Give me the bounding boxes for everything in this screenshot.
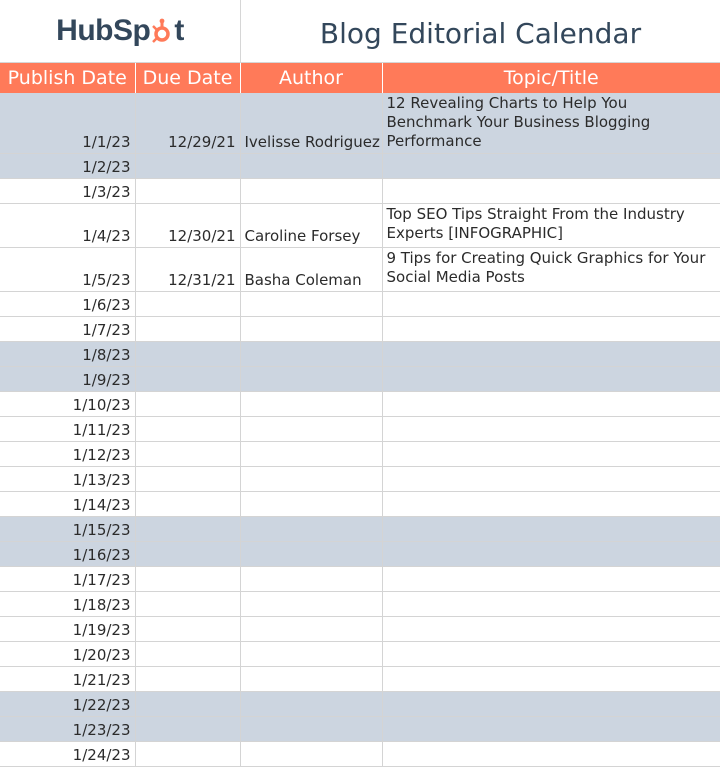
author-cell[interactable] (240, 742, 382, 767)
topic-cell[interactable] (382, 492, 720, 517)
publish-date-cell[interactable]: 1/24/23 (0, 742, 135, 767)
publish-date-cell[interactable]: 1/11/23 (0, 417, 135, 442)
page-title[interactable]: Blog Editorial Calendar (319, 16, 642, 50)
topic-cell[interactable] (382, 567, 720, 592)
table-row (0, 467, 720, 492)
logo-cell[interactable] (0, 0, 241, 62)
due-date-cell[interactable] (135, 417, 240, 442)
topic-cell[interactable] (382, 317, 720, 342)
publish-date-cell[interactable]: 1/6/23 (0, 292, 135, 317)
due-date-cell[interactable] (135, 317, 240, 342)
table-row (0, 592, 720, 617)
topic-cell[interactable] (382, 517, 720, 542)
table-row (0, 367, 720, 392)
calendar-table (0, 63, 720, 767)
author-cell[interactable] (240, 154, 382, 179)
publish-date-cell[interactable]: 1/7/23 (0, 317, 135, 342)
due-date-cell[interactable] (135, 692, 240, 717)
topic-cell[interactable] (382, 342, 720, 367)
due-date-cell[interactable] (135, 517, 240, 542)
due-date-cell[interactable] (135, 717, 240, 742)
table-row (0, 542, 720, 567)
topic-cell[interactable] (382, 717, 720, 742)
table-row (0, 342, 720, 367)
table-row (0, 93, 720, 154)
author-cell[interactable] (240, 692, 382, 717)
sprocket-icon (151, 18, 173, 44)
topic-cell[interactable]: 12 Revealing Charts to Help You Benchmark Your Business Blogging Performance (382, 93, 720, 154)
table-row (0, 292, 720, 317)
table-row (0, 567, 720, 592)
publish-date-cell[interactable]: 1/21/23 (0, 667, 135, 692)
due-date-cell[interactable] (135, 292, 240, 317)
due-date-cell[interactable] (135, 342, 240, 367)
due-date-cell[interactable] (135, 492, 240, 517)
publish-date-cell[interactable]: 1/2/23 (0, 154, 135, 179)
publish-date-cell[interactable]: 1/10/23 (0, 392, 135, 417)
publish-date-cell[interactable]: 1/12/23 (0, 442, 135, 467)
due-date-cell[interactable] (135, 667, 240, 692)
hubspot-logo: HubSp t (56, 14, 184, 47)
table-row (0, 154, 720, 179)
topic-cell[interactable] (382, 617, 720, 642)
author-cell[interactable] (240, 392, 382, 417)
topic-cell[interactable] (382, 417, 720, 442)
topic-cell[interactable] (382, 692, 720, 717)
table-row (0, 717, 720, 742)
topic-cell[interactable] (382, 742, 720, 767)
topic-cell[interactable] (382, 392, 720, 417)
topic-cell[interactable] (382, 179, 720, 204)
table-row (0, 417, 720, 442)
due-date-cell[interactable]: 12/30/21 (135, 204, 240, 248)
due-date-cell[interactable] (135, 742, 240, 767)
due-date-cell[interactable] (135, 642, 240, 667)
table-row (0, 642, 720, 667)
table-row (0, 492, 720, 517)
topic-cell[interactable] (382, 367, 720, 392)
publish-date-cell[interactable]: 1/4/23 (0, 204, 135, 248)
due-date-cell[interactable] (135, 392, 240, 417)
due-date-cell[interactable] (135, 154, 240, 179)
topic-cell[interactable] (382, 642, 720, 667)
header-row (0, 63, 720, 93)
table-row (0, 248, 720, 292)
due-date-cell[interactable]: 12/31/21 (135, 248, 240, 292)
due-date-cell[interactable]: 12/29/21 (135, 93, 240, 154)
due-date-cell[interactable] (135, 592, 240, 617)
author-cell[interactable] (240, 317, 382, 342)
author-cell[interactable] (240, 179, 382, 204)
author-cell[interactable] (240, 642, 382, 667)
author-cell[interactable]: Ivelisse Rodriguez (240, 93, 382, 154)
author-cell[interactable] (240, 492, 382, 517)
table-row (0, 204, 720, 248)
publish-date-cell[interactable]: 1/20/23 (0, 642, 135, 667)
publish-date-cell[interactable]: 1/1/23 (0, 93, 135, 154)
publish-date-cell[interactable]: 1/17/23 (0, 567, 135, 592)
publish-date-cell[interactable]: 1/9/23 (0, 367, 135, 392)
topic-cell[interactable] (382, 154, 720, 179)
author-cell[interactable]: Basha Coleman (240, 248, 382, 292)
author-cell[interactable] (240, 367, 382, 392)
table-row (0, 742, 720, 767)
publish-date-cell[interactable]: 1/23/23 (0, 717, 135, 742)
author-cell[interactable] (240, 617, 382, 642)
table-row (0, 317, 720, 342)
publish-date-cell[interactable]: 1/3/23 (0, 179, 135, 204)
publish-date-cell[interactable]: 1/5/23 (0, 248, 135, 292)
due-date-cell[interactable] (135, 467, 240, 492)
publish-date-cell[interactable]: 1/13/23 (0, 467, 135, 492)
publish-date-cell[interactable]: 1/19/23 (0, 617, 135, 642)
table-row (0, 442, 720, 467)
column-header-topic[interactable]: Topic/Title (382, 63, 720, 93)
author-cell[interactable] (240, 542, 382, 567)
publish-date-cell[interactable]: 1/22/23 (0, 692, 135, 717)
publish-date-cell[interactable]: 1/15/23 (0, 517, 135, 542)
author-cell[interactable] (240, 717, 382, 742)
topic-cell[interactable] (382, 542, 720, 567)
topic-cell[interactable]: 9 Tips for Creating Quick Graphics for Your Social Media Posts (382, 248, 720, 292)
table-row (0, 179, 720, 204)
table-row (0, 667, 720, 692)
table-row (0, 392, 720, 417)
publish-date-cell[interactable]: 1/8/23 (0, 342, 135, 367)
column-header-due-date[interactable]: Due Date (135, 63, 240, 93)
due-date-cell[interactable] (135, 542, 240, 567)
column-header-author[interactable]: Author (240, 63, 382, 93)
author-cell[interactable] (240, 567, 382, 592)
author-cell[interactable] (240, 467, 382, 492)
due-date-cell[interactable] (135, 567, 240, 592)
author-cell[interactable] (240, 342, 382, 367)
publish-date-cell[interactable]: 1/14/23 (0, 492, 135, 517)
topic-cell[interactable] (382, 442, 720, 467)
author-cell[interactable] (240, 442, 382, 467)
author-cell[interactable] (240, 292, 382, 317)
calendar-body (0, 93, 720, 767)
publish-date-cell[interactable]: 1/16/23 (0, 542, 135, 567)
publish-date-cell[interactable]: 1/18/23 (0, 592, 135, 617)
topic-cell[interactable] (382, 467, 720, 492)
column-header-publish-date[interactable]: Publish Date (0, 63, 135, 93)
sheet-header (0, 0, 720, 63)
due-date-cell[interactable] (135, 367, 240, 392)
topic-cell[interactable] (382, 592, 720, 617)
due-date-cell[interactable] (135, 442, 240, 467)
table-row (0, 617, 720, 642)
author-cell[interactable] (240, 667, 382, 692)
author-cell[interactable] (240, 517, 382, 542)
topic-cell[interactable]: Top SEO Tips Straight From the Industry Experts [INFOGRAPHIC] (382, 204, 720, 248)
author-cell[interactable] (240, 417, 382, 442)
topic-cell[interactable] (382, 292, 720, 317)
author-cell[interactable] (240, 592, 382, 617)
table-row (0, 692, 720, 717)
due-date-cell[interactable] (135, 617, 240, 642)
table-row (0, 517, 720, 542)
topic-cell[interactable] (382, 667, 720, 692)
due-date-cell[interactable] (135, 179, 240, 204)
author-cell[interactable]: Caroline Forsey (240, 204, 382, 248)
